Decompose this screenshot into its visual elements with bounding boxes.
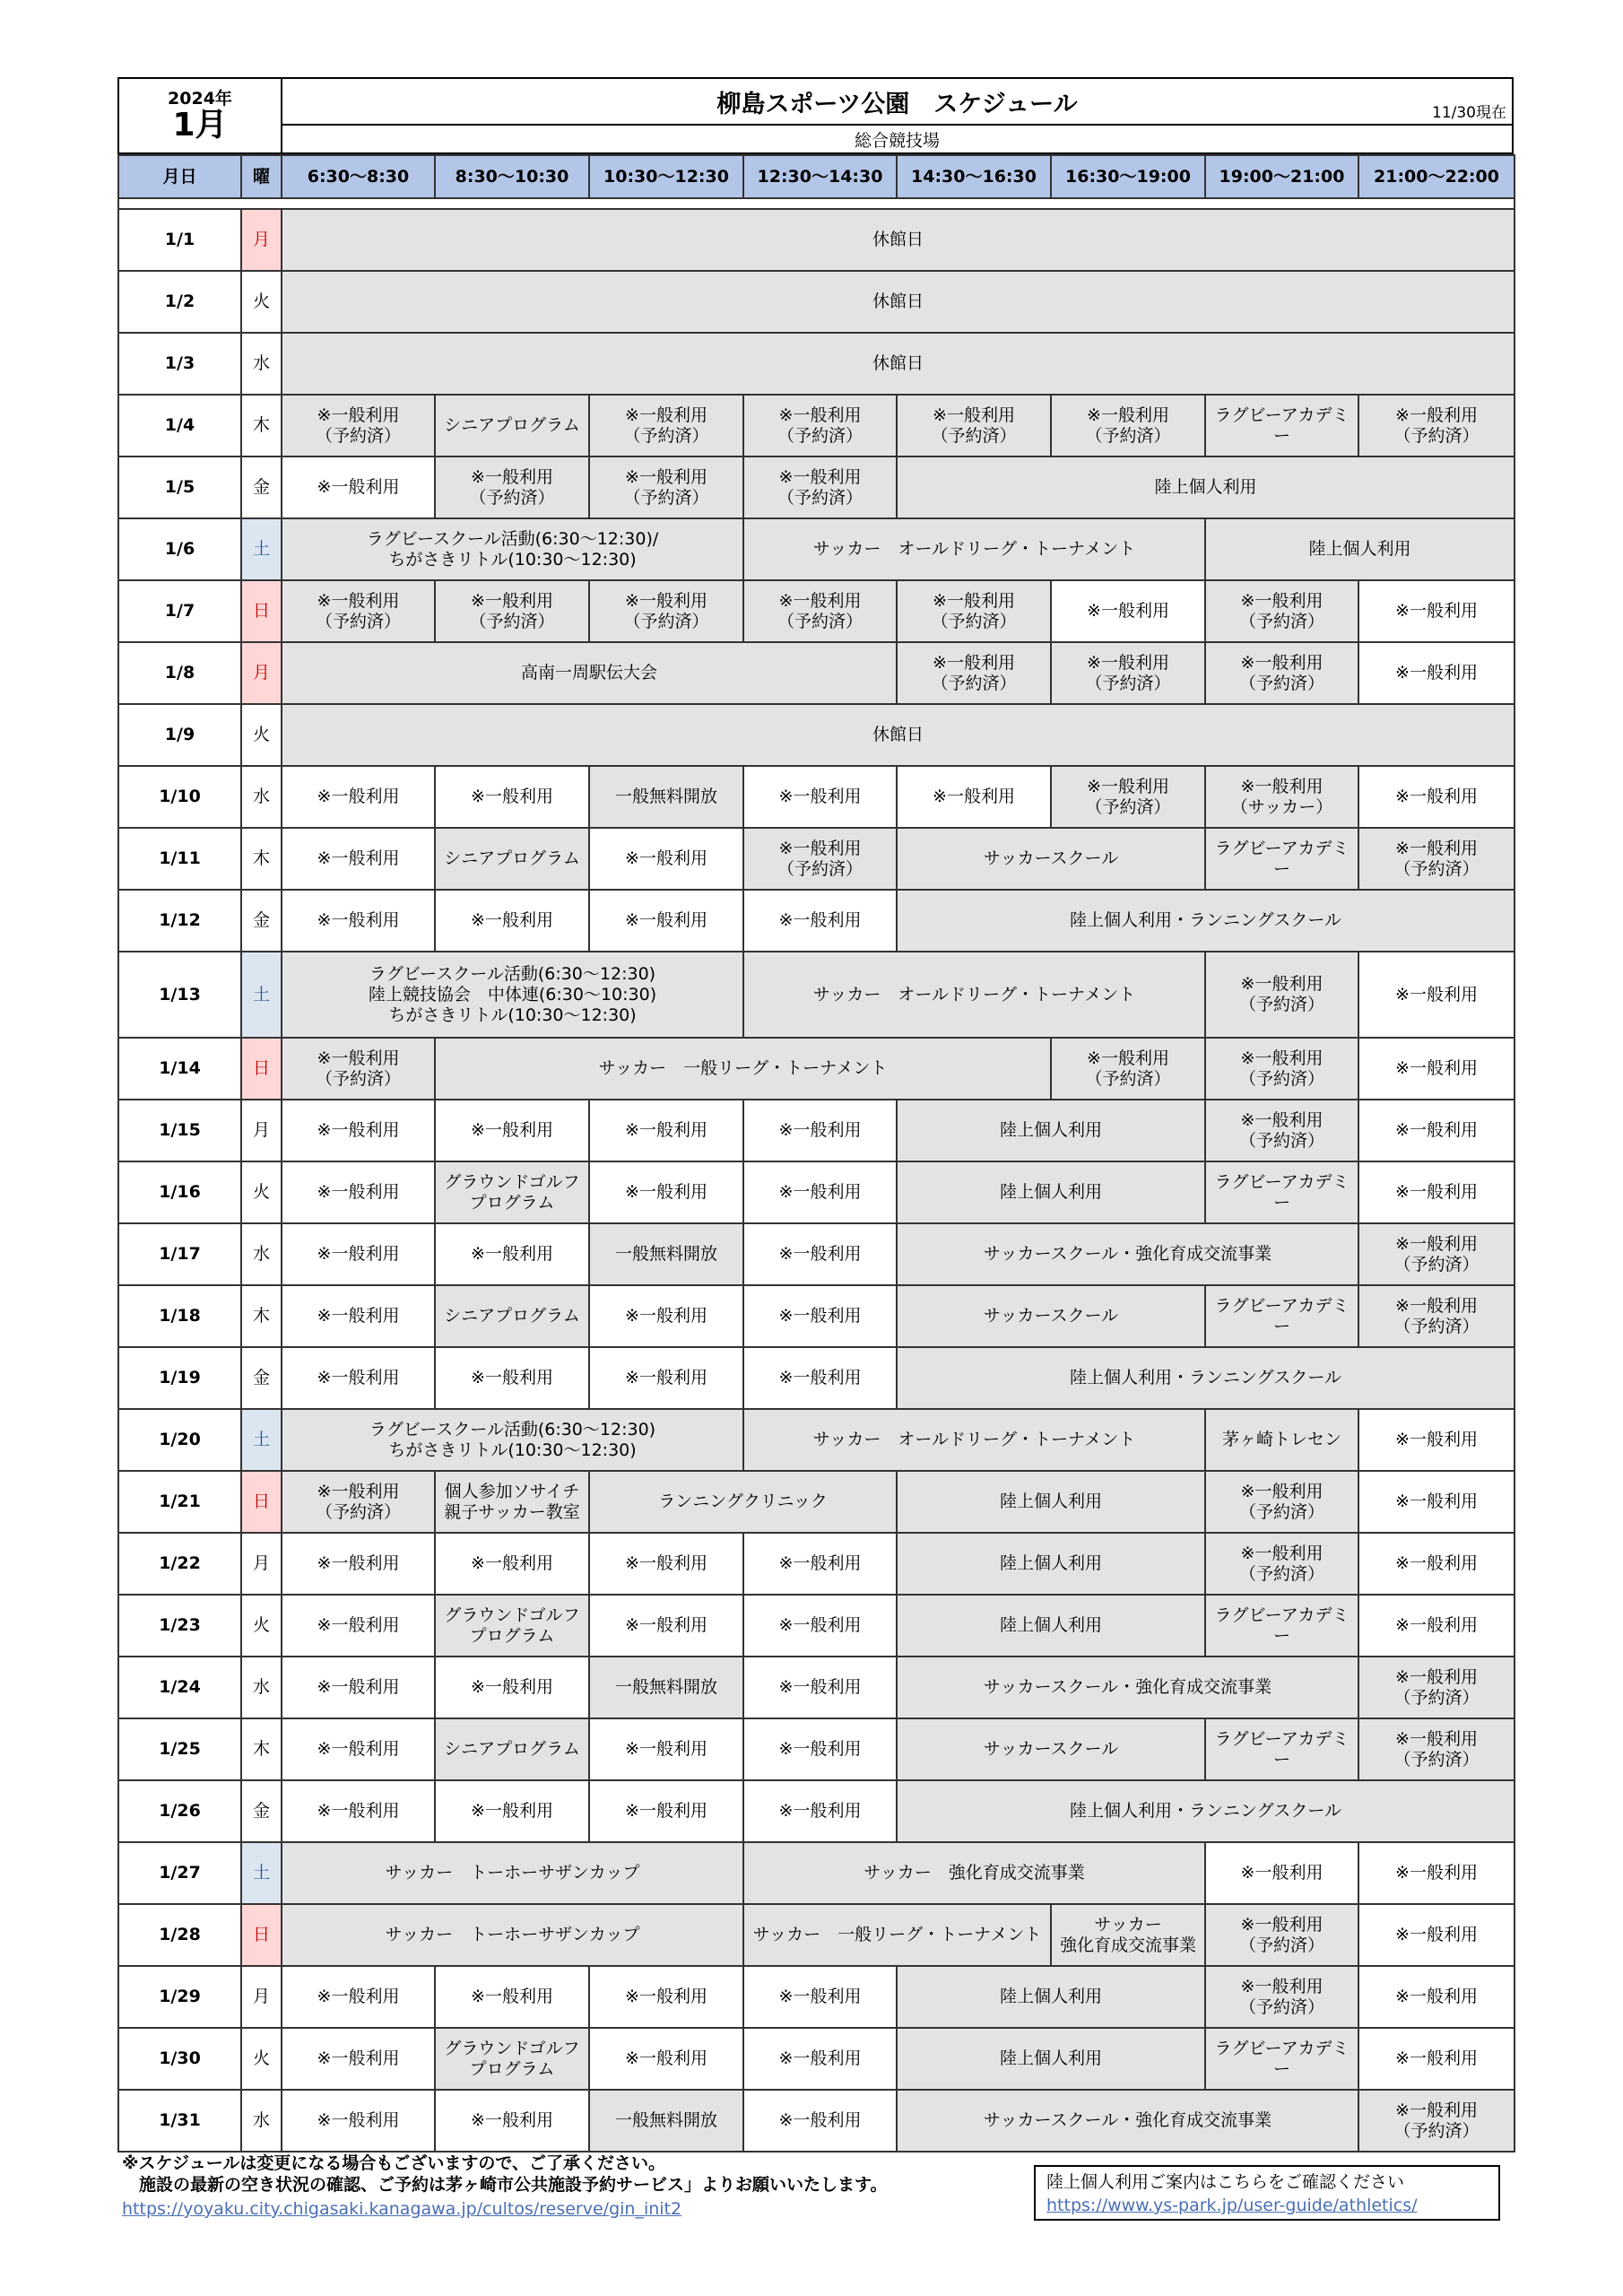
schedule-row [118, 766, 1515, 828]
schedule-cell: ※一般利用 [1358, 766, 1515, 828]
schedule-cell: ※一般利用 [435, 1223, 589, 1285]
schedule-row [118, 333, 1515, 395]
schedule-cell: ※一般利用 （予約済） [1205, 1533, 1358, 1595]
schedule-cell: サッカー 強化育成交流事業 [1051, 1904, 1205, 1966]
schedule-cell: 陸上個人利用・ランニングスクール [897, 1780, 1515, 1842]
schedule-cell: ※一般利用 （予約済） [1205, 1904, 1358, 1966]
schedule-cell: ※一般利用 [743, 1966, 897, 2028]
row-weekday: 火 [241, 704, 282, 766]
schedule-cell: ※一般利用 [1358, 1038, 1515, 1100]
schedule-cell: ※一般利用 [743, 1533, 897, 1595]
schedule-row [118, 642, 1515, 704]
row-date: 1/31 [118, 2090, 241, 2152]
schedule-cell: ※一般利用 [743, 1285, 897, 1347]
schedule-cell: 一般無料開放 [589, 766, 743, 828]
schedule-row [118, 1966, 1515, 2028]
row-date: 1/2 [118, 271, 241, 333]
schedule-cell: ※一般利用 （予約済） [897, 580, 1051, 642]
row-date: 1/14 [118, 1038, 241, 1100]
schedule-cell: ※一般利用 [435, 2090, 589, 2152]
row-date: 1/30 [118, 2028, 241, 2090]
row-weekday: 月 [241, 1100, 282, 1161]
schedule-cell: シニアプログラム [435, 828, 589, 890]
schedule-cell: 休館日 [282, 209, 1515, 271]
row-date: 1/23 [118, 1595, 241, 1657]
schedule-cell: ※一般利用 [1358, 1842, 1515, 1904]
schedule-cell: ※一般利用 [1358, 1595, 1515, 1657]
schedule-cell: ※一般利用 [282, 766, 435, 828]
schedule-cell: ※一般利用 （予約済） [1051, 642, 1205, 704]
row-date: 1/21 [118, 1471, 241, 1533]
schedule-cell: ※一般利用 [282, 1780, 435, 1842]
row-weekday: 日 [241, 1038, 282, 1100]
row-weekday: 水 [241, 1657, 282, 1718]
reservation-link[interactable]: https://yoyaku.city.chigasaki.kanagawa.jp/cultos/reserve/gin_init2 [122, 2199, 682, 2219]
schedule-cell: ※一般利用 [282, 1595, 435, 1657]
schedule-cell: ※一般利用 [282, 1718, 435, 1780]
row-weekday: 水 [241, 2090, 282, 2152]
row-weekday: 金 [241, 457, 282, 518]
schedule-cell: ※一般利用 [435, 1966, 589, 2028]
row-weekday: 木 [241, 1285, 282, 1347]
schedule-cell: ※一般利用 [282, 1100, 435, 1161]
year-label: 2024年 [168, 89, 232, 109]
schedule-cell: ラグビーアカデミー [1205, 1161, 1358, 1223]
schedule-cell: ※一般利用 [589, 1718, 743, 1780]
row-weekday: 月 [241, 209, 282, 271]
schedule-cell: ※一般利用 （予約済） [1358, 1285, 1515, 1347]
column-header-row [118, 155, 1515, 198]
header-gap [118, 198, 1515, 209]
schedule-cell: ※一般利用 [589, 828, 743, 890]
row-date: 1/6 [118, 518, 241, 580]
row-date: 1/12 [118, 890, 241, 952]
schedule-cell: ※一般利用 [589, 1966, 743, 2028]
schedule-cell: 高南一周駅伝大会 [282, 642, 897, 704]
schedule-row [118, 1471, 1515, 1533]
row-date: 1/27 [118, 1842, 241, 1904]
schedule-row [118, 1100, 1515, 1161]
row-weekday: 火 [241, 1161, 282, 1223]
schedule-row [118, 1409, 1515, 1471]
schedule-cell: ※一般利用 [282, 2090, 435, 2152]
schedule-cell: ※一般利用 [282, 1657, 435, 1718]
row-weekday: 木 [241, 828, 282, 890]
row-date: 1/18 [118, 1285, 241, 1347]
schedule-cell: ※一般利用 （予約済） [743, 828, 897, 890]
schedule-cell: ※一般利用 （予約済） [1205, 1471, 1358, 1533]
schedule-cell: ※一般利用 （予約済） [282, 1038, 435, 1100]
row-date: 1/4 [118, 395, 241, 457]
row-date: 1/10 [118, 766, 241, 828]
schedule-cell: ※一般利用 [589, 1100, 743, 1161]
col-header-slot: 12:30～14:30 [743, 155, 897, 198]
schedule-cell: サッカースクール・強化育成交流事業 [897, 2090, 1358, 2152]
as-of-date: 11/30現在 [1432, 104, 1506, 122]
footer-note-2: 施設の最新の空き状況の確認、ご予約は茅ヶ崎市公共施設予約サービス」よりお願いいたします。 [122, 2175, 888, 2195]
schedule-cell: ※一般利用 [435, 1533, 589, 1595]
schedule-cell: 陸上個人利用 [1205, 518, 1515, 580]
athletics-info-text: 陸上個人利用ご案内はこちらをご確認ください [1046, 2172, 1405, 2192]
schedule-cell: ※一般利用 （予約済） [589, 457, 743, 518]
schedule-cell: 休館日 [282, 333, 1515, 395]
schedule-row [118, 2090, 1515, 2152]
row-weekday: 土 [241, 952, 282, 1038]
row-weekday: 火 [241, 1595, 282, 1657]
schedule-cell: ※一般利用 （予約済） [897, 395, 1051, 457]
schedule-cell: ※一般利用 [282, 1347, 435, 1409]
schedule-cell: ※一般利用 [1358, 580, 1515, 642]
schedule-cell: ※一般利用 （サッカー） [1205, 766, 1358, 828]
schedule-row [118, 1347, 1515, 1409]
schedule-cell: ※一般利用 [1358, 1533, 1515, 1595]
col-header-date: 月日 [118, 155, 241, 198]
schedule-row [118, 580, 1515, 642]
schedule-cell: ※一般利用 [743, 1657, 897, 1718]
schedule-cell: ※一般利用 [435, 1657, 589, 1718]
schedule-cell: 個人参加ソサイチ 親子サッカー教室 [435, 1471, 589, 1533]
schedule-cell: ランニングクリニック [589, 1471, 897, 1533]
schedule-cell: サッカー トーホーサザンカップ [282, 1904, 743, 1966]
schedule-cell: ※一般利用 （予約済） [282, 580, 435, 642]
schedule-cell: ※一般利用 [589, 1161, 743, 1223]
schedule-cell: ※一般利用 （予約済） [1358, 828, 1515, 890]
schedule-cell: 陸上個人利用 [897, 2028, 1205, 2090]
schedule-cell: 陸上個人利用 [897, 1595, 1205, 1657]
schedule-cell: ※一般利用 （予約済） [743, 395, 897, 457]
schedule-row [118, 1038, 1515, 1100]
schedule-cell: ※一般利用 [1205, 1842, 1358, 1904]
page-title: 柳島スポーツ公園 スケジュール [716, 90, 1078, 118]
schedule-cell: グラウンドゴルフ プログラム [435, 1595, 589, 1657]
schedule-cell: ラグビーアカデミー [1205, 395, 1358, 457]
schedule-cell: 陸上個人利用 [897, 1966, 1205, 2028]
schedule-cell: ラグビースクール活動(6:30～12:30)/ ちがさきリトル(10:30～12:30) [282, 518, 743, 580]
title-cell [282, 78, 1513, 125]
schedule-cell: ※一般利用 （予約済） [435, 580, 589, 642]
athletics-info-box [1034, 2165, 1500, 2221]
schedule-cell: ※一般利用 [589, 890, 743, 952]
row-weekday: 水 [241, 766, 282, 828]
schedule-cell: 一般無料開放 [589, 1657, 743, 1718]
col-header-slot: 8:30～10:30 [435, 155, 589, 198]
footer-note-1: ※スケジュールは変更になる場合もございますので、ご了承ください。 [122, 2153, 665, 2173]
schedule-row [118, 828, 1515, 890]
row-date: 1/28 [118, 1904, 241, 1966]
schedule-cell: ※一般利用 [435, 1780, 589, 1842]
schedule-cell: 茅ヶ崎トレセン [1205, 1409, 1358, 1471]
schedule-row [118, 518, 1515, 580]
schedule-cell: ラグビーアカデミー [1205, 828, 1358, 890]
schedule-cell: 休館日 [282, 271, 1515, 333]
schedule-cell: ※一般利用 [743, 1100, 897, 1161]
schedule-row [118, 1718, 1515, 1780]
row-date: 1/11 [118, 828, 241, 890]
row-date: 1/25 [118, 1718, 241, 1780]
schedule-cell: ラグビーアカデミー [1205, 2028, 1358, 2090]
schedule-row [118, 2028, 1515, 2090]
schedule-row [118, 1285, 1515, 1347]
schedule-row [118, 1780, 1515, 1842]
schedule-cell: ※一般利用 （予約済） [1205, 580, 1358, 642]
schedule-cell: ※一般利用 （予約済） [1358, 395, 1515, 457]
schedule-cell: ※一般利用 [589, 2028, 743, 2090]
month-label: 1月 [172, 107, 228, 144]
row-weekday: 木 [241, 1718, 282, 1780]
schedule-row [118, 890, 1515, 952]
schedule-cell: ※一般利用 [1358, 2028, 1515, 2090]
row-weekday: 土 [241, 1409, 282, 1471]
schedule-cell: ※一般利用 [743, 1161, 897, 1223]
row-date: 1/20 [118, 1409, 241, 1471]
schedule-cell: 陸上個人利用 [897, 1161, 1205, 1223]
schedule-cell: ※一般利用 （予約済） [435, 457, 589, 518]
schedule-cell: ※一般利用 （予約済） [282, 395, 435, 457]
schedule-cell: ※一般利用 [743, 2028, 897, 2090]
schedule-cell: グラウンドゴルフ プログラム [435, 1161, 589, 1223]
schedule-cell: ※一般利用 [897, 766, 1051, 828]
row-weekday: 金 [241, 890, 282, 952]
col-header-slot: 10:30～12:30 [589, 155, 743, 198]
schedule-cell: ※一般利用 [1358, 1409, 1515, 1471]
schedule-cell: ラグビースクール活動(6:30～12:30) ちがさきリトル(10:30～12:30) [282, 1409, 743, 1471]
schedule-cell: シニアプログラム [435, 395, 589, 457]
venue-name: 総合競技場 [282, 125, 1513, 153]
col-header-slot: 19:00～21:00 [1205, 155, 1358, 198]
schedule-cell: 陸上個人利用 [897, 457, 1515, 518]
row-date: 1/16 [118, 1161, 241, 1223]
schedule-cell: ※一般利用 （予約済） [1358, 1223, 1515, 1285]
col-header-weekday: 曜 [241, 155, 282, 198]
schedule-cell: サッカー オールドリーグ・トーナメント [743, 1409, 1205, 1471]
schedule-cell: ラグビーアカデミー [1205, 1595, 1358, 1657]
schedule-cell: ※一般利用 （予約済） [1358, 1718, 1515, 1780]
schedule-cell: ※一般利用 （予約済） [1051, 395, 1205, 457]
schedule-cell: ※一般利用 （予約済） [743, 457, 897, 518]
schedule-cell: ※一般利用 [435, 890, 589, 952]
schedule-table [117, 154, 1515, 2152]
schedule-cell: ※一般利用 [435, 766, 589, 828]
schedule-cell: ※一般利用 [1358, 952, 1515, 1038]
schedule-cell: 休館日 [282, 704, 1515, 766]
schedule-cell: サッカースクール・強化育成交流事業 [897, 1223, 1358, 1285]
schedule-cell: ※一般利用 （予約済） [1205, 1100, 1358, 1161]
row-date: 1/26 [118, 1780, 241, 1842]
schedule-cell: ※一般利用 [1358, 1471, 1515, 1533]
col-header-slot: 14:30～16:30 [897, 155, 1051, 198]
schedule-cell: ※一般利用 [589, 1347, 743, 1409]
schedule-row [118, 209, 1515, 271]
schedule-cell: ラグビースクール活動(6:30～12:30) 陸上競技協会 中体連(6:30～10:30) ちがさきリトル(10:30～12:30) [282, 952, 743, 1038]
row-weekday: 月 [241, 642, 282, 704]
schedule-cell: ※一般利用 [1358, 1100, 1515, 1161]
row-date: 1/3 [118, 333, 241, 395]
schedule-cell: ※一般利用 [589, 1285, 743, 1347]
row-weekday: 日 [241, 1904, 282, 1966]
schedule-cell: ※一般利用 [1358, 642, 1515, 704]
schedule-cell: サッカー オールドリーグ・トーナメント [743, 952, 1205, 1038]
schedule-cell: ※一般利用 （予約済） [743, 580, 897, 642]
schedule-body [118, 209, 1515, 2152]
schedule-cell: ※一般利用 [743, 890, 897, 952]
row-date: 1/17 [118, 1223, 241, 1285]
schedule-cell: ※一般利用 （予約済） [897, 642, 1051, 704]
schedule-cell: ※一般利用 [743, 1780, 897, 1842]
schedule-cell: サッカー 一般リーグ・トーナメント [435, 1038, 1051, 1100]
row-date: 1/19 [118, 1347, 241, 1409]
row-weekday: 土 [241, 518, 282, 580]
schedule-cell: ※一般利用 （予約済） [282, 1471, 435, 1533]
schedule-cell: サッカースクール・強化育成交流事業 [897, 1657, 1358, 1718]
schedule-cell: サッカー 強化育成交流事業 [743, 1842, 1205, 1904]
row-date: 1/15 [118, 1100, 241, 1161]
schedule-cell: ※一般利用 [282, 1161, 435, 1223]
schedule-cell: ※一般利用 （予約済） [589, 395, 743, 457]
schedule-cell: ※一般利用 [1358, 1161, 1515, 1223]
schedule-cell: ※一般利用 [282, 828, 435, 890]
schedule-cell: 一般無料開放 [589, 2090, 743, 2152]
row-date: 1/22 [118, 1533, 241, 1595]
schedule-row [118, 1842, 1515, 1904]
row-date: 1/1 [118, 209, 241, 271]
schedule-cell: ※一般利用 [589, 1595, 743, 1657]
row-weekday: 月 [241, 1533, 282, 1595]
schedule-cell: ※一般利用 （予約済） [1051, 1038, 1205, 1100]
schedule-cell: ※一般利用 [1051, 580, 1205, 642]
schedule-cell: 陸上個人利用・ランニングスクール [897, 890, 1515, 952]
schedule-cell: サッカースクール [897, 1285, 1205, 1347]
schedule-cell: ※一般利用 （予約済） [1205, 642, 1358, 704]
schedule-cell: ※一般利用 [282, 1533, 435, 1595]
schedule-cell: サッカー トーホーサザンカップ [282, 1842, 743, 1904]
row-weekday: 日 [241, 580, 282, 642]
sheet-header [117, 77, 1514, 154]
schedule-cell: ※一般利用 （予約済） [1358, 1657, 1515, 1718]
row-weekday: 土 [241, 1842, 282, 1904]
row-date: 1/24 [118, 1657, 241, 1718]
schedule-cell: 陸上個人利用・ランニングスクール [897, 1347, 1515, 1409]
schedule-row [118, 1595, 1515, 1657]
schedule-cell: ※一般利用 [282, 1223, 435, 1285]
schedule-cell: ※一般利用 [282, 890, 435, 952]
schedule-cell: ※一般利用 [1358, 1966, 1515, 2028]
row-weekday: 金 [241, 1780, 282, 1842]
schedule-cell: サッカースクール [897, 1718, 1205, 1780]
schedule-cell: グラウンドゴルフ プログラム [435, 2028, 589, 2090]
row-date: 1/13 [118, 952, 241, 1038]
schedule-cell: ※一般利用 （予約済） [1051, 766, 1205, 828]
row-weekday: 金 [241, 1347, 282, 1409]
schedule-row [118, 457, 1515, 518]
schedule-sheet [117, 77, 1514, 2152]
schedule-cell: ※一般利用 （予約済） [589, 580, 743, 642]
schedule-cell: ※一般利用 [435, 1347, 589, 1409]
schedule-cell: 一般無料開放 [589, 1223, 743, 1285]
schedule-row [118, 952, 1515, 1038]
schedule-cell: ※一般利用 [743, 1718, 897, 1780]
schedule-row [118, 704, 1515, 766]
col-header-slot: 6:30～8:30 [282, 155, 435, 198]
schedule-row [118, 271, 1515, 333]
row-weekday: 火 [241, 2028, 282, 2090]
athletics-info-link[interactable]: https://www.ys-park.jp/user-guide/athletics/ [1046, 2196, 1418, 2215]
schedule-cell: 陸上個人利用 [897, 1533, 1205, 1595]
row-date: 1/9 [118, 704, 241, 766]
schedule-cell: ※一般利用 （予約済） [1205, 952, 1358, 1038]
schedule-cell: シニアプログラム [435, 1285, 589, 1347]
schedule-cell: ※一般利用 （予約済） [1205, 1966, 1358, 2028]
row-weekday: 水 [241, 1223, 282, 1285]
year-month-box [118, 78, 282, 153]
row-date: 1/5 [118, 457, 241, 518]
schedule-cell: ラグビーアカデミー [1205, 1718, 1358, 1780]
schedule-cell: ※一般利用 [743, 2090, 897, 2152]
row-weekday: 水 [241, 333, 282, 395]
schedule-cell: ※一般利用 [589, 1780, 743, 1842]
schedule-row [118, 395, 1515, 457]
schedule-row [118, 1161, 1515, 1223]
schedule-cell: ※一般利用 [743, 1347, 897, 1409]
row-date: 1/7 [118, 580, 241, 642]
row-weekday: 木 [241, 395, 282, 457]
row-weekday: 日 [241, 1471, 282, 1533]
schedule-cell: ※一般利用 [282, 1966, 435, 2028]
row-weekday: 月 [241, 1966, 282, 2028]
schedule-cell: ※一般利用 [1358, 1904, 1515, 1966]
schedule-cell: ラグビーアカデミー [1205, 1285, 1358, 1347]
schedule-cell: ※一般利用 [435, 1100, 589, 1161]
schedule-cell: 陸上個人利用 [897, 1471, 1205, 1533]
row-date: 1/29 [118, 1966, 241, 2028]
schedule-row [118, 1223, 1515, 1285]
schedule-cell: ※一般利用 （予約済） [1358, 2090, 1515, 2152]
col-header-slot: 16:30～19:00 [1051, 155, 1205, 198]
schedule-cell: サッカー オールドリーグ・トーナメント [743, 518, 1205, 580]
schedule-row [118, 1904, 1515, 1966]
schedule-cell: サッカー 一般リーグ・トーナメント [743, 1904, 1051, 1966]
schedule-cell: ※一般利用 [282, 2028, 435, 2090]
row-weekday: 火 [241, 271, 282, 333]
schedule-cell: ※一般利用 [743, 1595, 897, 1657]
schedule-cell: ※一般利用 [282, 1285, 435, 1347]
schedule-cell: シニアプログラム [435, 1718, 589, 1780]
schedule-cell: 陸上個人利用 [897, 1100, 1205, 1161]
schedule-cell: サッカースクール [897, 828, 1205, 890]
col-header-slot: 21:00～22:00 [1358, 155, 1515, 198]
row-date: 1/8 [118, 642, 241, 704]
schedule-cell: ※一般利用 [282, 457, 435, 518]
schedule-cell: ※一般利用 [743, 1223, 897, 1285]
schedule-cell: ※一般利用 [589, 1533, 743, 1595]
schedule-cell: ※一般利用 （予約済） [1205, 1038, 1358, 1100]
schedule-cell: ※一般利用 [743, 766, 897, 828]
schedule-row [118, 1533, 1515, 1595]
schedule-row [118, 1657, 1515, 1718]
